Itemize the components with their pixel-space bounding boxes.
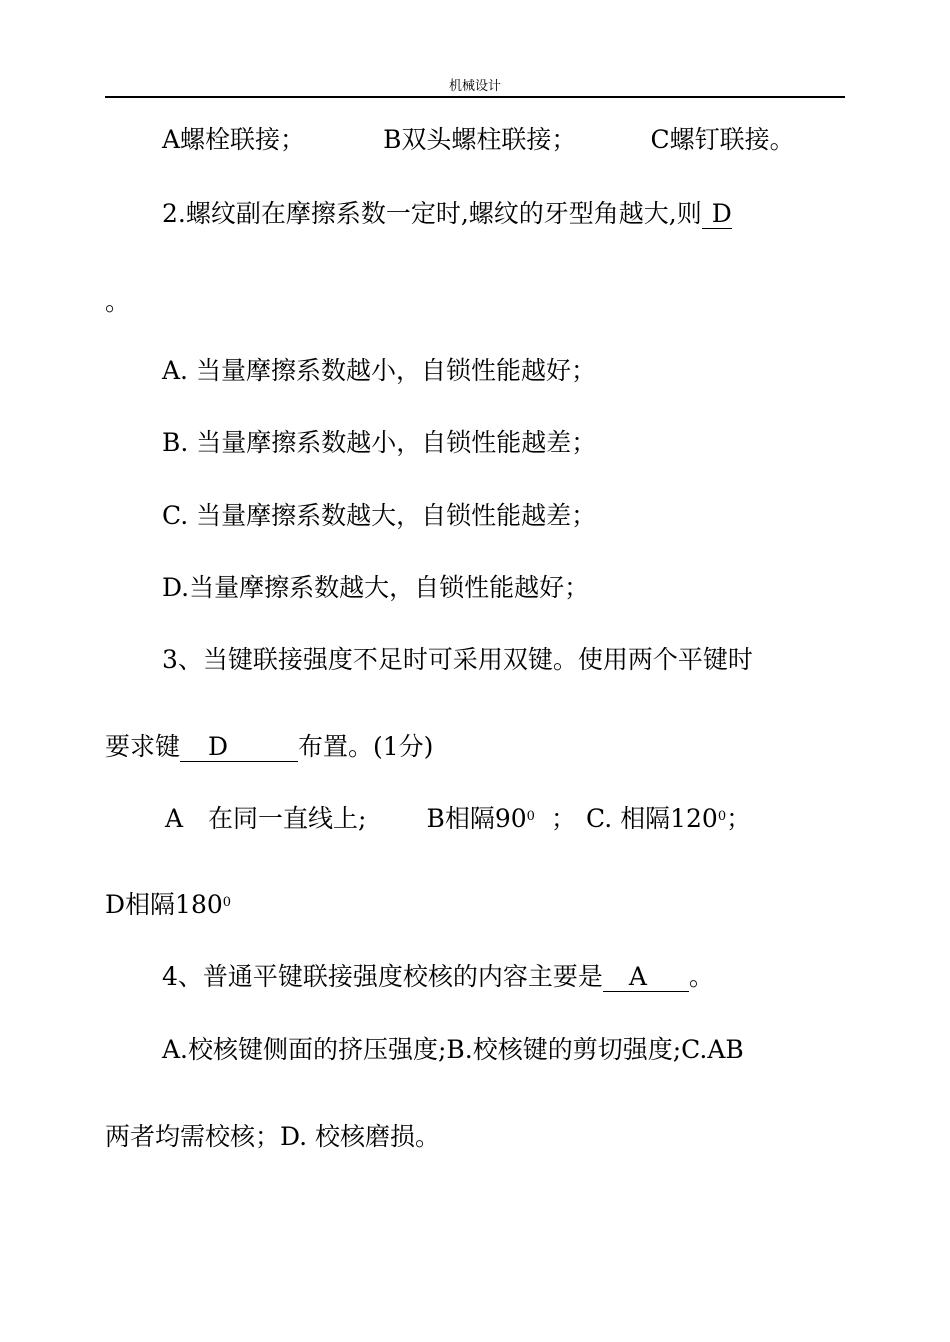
q3-stem-line2: 要求键 D 布置。(1分) [105,732,434,761]
q2-option-b: B. 当量摩擦系数越小，自锁性能越差； [162,428,597,457]
q2-stem: 2.螺纹副在摩擦系数一定时,螺纹的牙型角越大,则 D [162,199,732,228]
q3-option-d: D相隔$180^0$ [105,890,232,919]
q2-option-d: D.当量摩擦系数越大，自锁性能越好； [162,573,590,602]
q3-stem: 3、当键联接强度不足时可采用双键。使用两个平键时 [162,645,753,674]
q2-end: 。 [105,287,131,316]
q3-option-a: A 在同一直线上; [165,804,367,833]
q3-options [165,803,751,835]
q4-options-line2: 两者均需校核；D. 校核磨损。 [105,1122,441,1151]
q2-option-a: A. 当量摩擦系数越小，自锁性能越好； [162,356,596,385]
page-header: 机械设计 [448,79,501,94]
q4-answer: A [603,963,689,992]
q1-option-b: B双头螺柱联接； [383,125,577,154]
q3-answer: D [180,733,298,762]
q4-options: A.校核键侧面的挤压强度;B.校核键的剪切强度;C.AB [162,1035,744,1064]
q4-stem: 4、普通平键联接强度校核的内容主要是 A 。 [162,962,714,991]
q3-option-c: C. 相隔$120^0$； [585,804,752,833]
header-rule [105,96,845,98]
q3-option-b: B相隔$90^0$ ； [426,804,576,833]
q1-option-a: A螺栓联接； [162,125,306,154]
q1-option-c: C螺钉联接。 [650,125,795,154]
q1-options [162,124,795,156]
q2-option-c: C. 当量摩擦系数越大，自锁性能越差； [162,501,597,530]
q2-answer: D [702,200,732,229]
